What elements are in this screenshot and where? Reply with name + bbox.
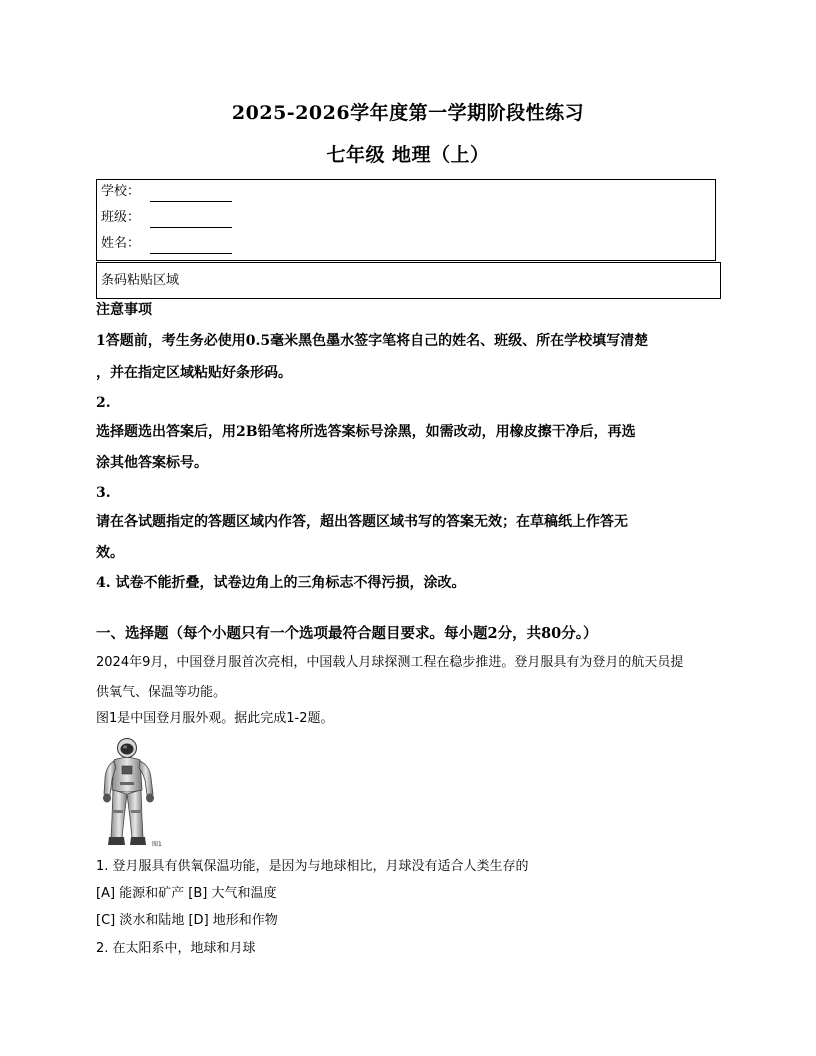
question-1-options-c-d: [C] 淡水和陆地 [D] 地形和作物	[96, 913, 278, 928]
notice-item-2-line-1: 选择题选出答案后，用2B铅笔将所选答案标号涂黑，如需改动，用橡皮擦干净后，再选	[96, 424, 636, 440]
page-title: 2025-2026学年度第一学期阶段性练习	[231, 102, 585, 124]
notice-item-1-line-2: ，并在指定区域粘贴好条形码。	[96, 365, 292, 381]
section-1-heading: 一、选择题（每个小题只有一个选项最符合题目要求。每小题2分，共80分。）	[96, 625, 598, 642]
school-row	[101, 182, 232, 202]
question-1-options-a-b: [A] 能源和矿产 [B] 大气和温度	[96, 886, 277, 901]
figure-label: 图1	[152, 841, 162, 848]
name-blank[interactable]	[150, 239, 232, 254]
class-row	[101, 208, 232, 228]
notice-item-2-number: 2.	[96, 395, 111, 411]
barcode-area	[96, 262, 721, 299]
notice-item-2-line-2: 涂其他答案标号。	[96, 455, 208, 471]
school-label: 学校：	[101, 184, 141, 199]
spacesuit-figure	[100, 738, 166, 850]
astronaut-illustration	[100, 738, 166, 850]
barcode-label: 条码粘贴区域	[101, 273, 180, 288]
intro-line-2: 供氧气、保温等功能。	[96, 685, 227, 700]
notice-item-3-number: 3.	[96, 485, 111, 501]
question-1: 1. 登月服具有供氧保温功能，是因为与地球相比，月球没有适合人类生存的	[96, 859, 529, 874]
class-label: 班级：	[101, 210, 141, 225]
notice-heading: 注意事项	[96, 302, 152, 318]
notice-item-4: 4. 试卷不能折叠，试卷边角上的三角标志不得污损，涂改。	[96, 575, 466, 591]
intro-line-1: 2024年9月，中国登月服首次亮相，中国载人月球探测工程在稳步推进。登月服具有为登月的航天员提	[96, 655, 684, 670]
intro-line-3: 图1是中国登月服外观。据此完成1-2题。	[96, 711, 334, 726]
class-blank[interactable]	[150, 213, 232, 228]
notice-item-3-line-1: 请在各试题指定的答题区域内作答，超出答题区域书写的答案无效；在草稿纸上作答无	[96, 514, 628, 530]
notice-item-3-line-2: 效。	[96, 545, 124, 561]
school-blank[interactable]	[150, 187, 232, 202]
name-label: 姓名：	[101, 236, 141, 251]
name-row	[101, 234, 232, 254]
student-info-box	[96, 179, 716, 261]
question-2: 2. 在太阳系中，地球和月球	[96, 941, 256, 956]
page-subtitle: 七年级 地理（上）	[326, 144, 490, 166]
notice-item-1-line-1: 1答题前，考生务必使用0.5毫米黑色墨水签字笔将自己的姓名、班级、所在学校填写清楚	[96, 333, 649, 349]
